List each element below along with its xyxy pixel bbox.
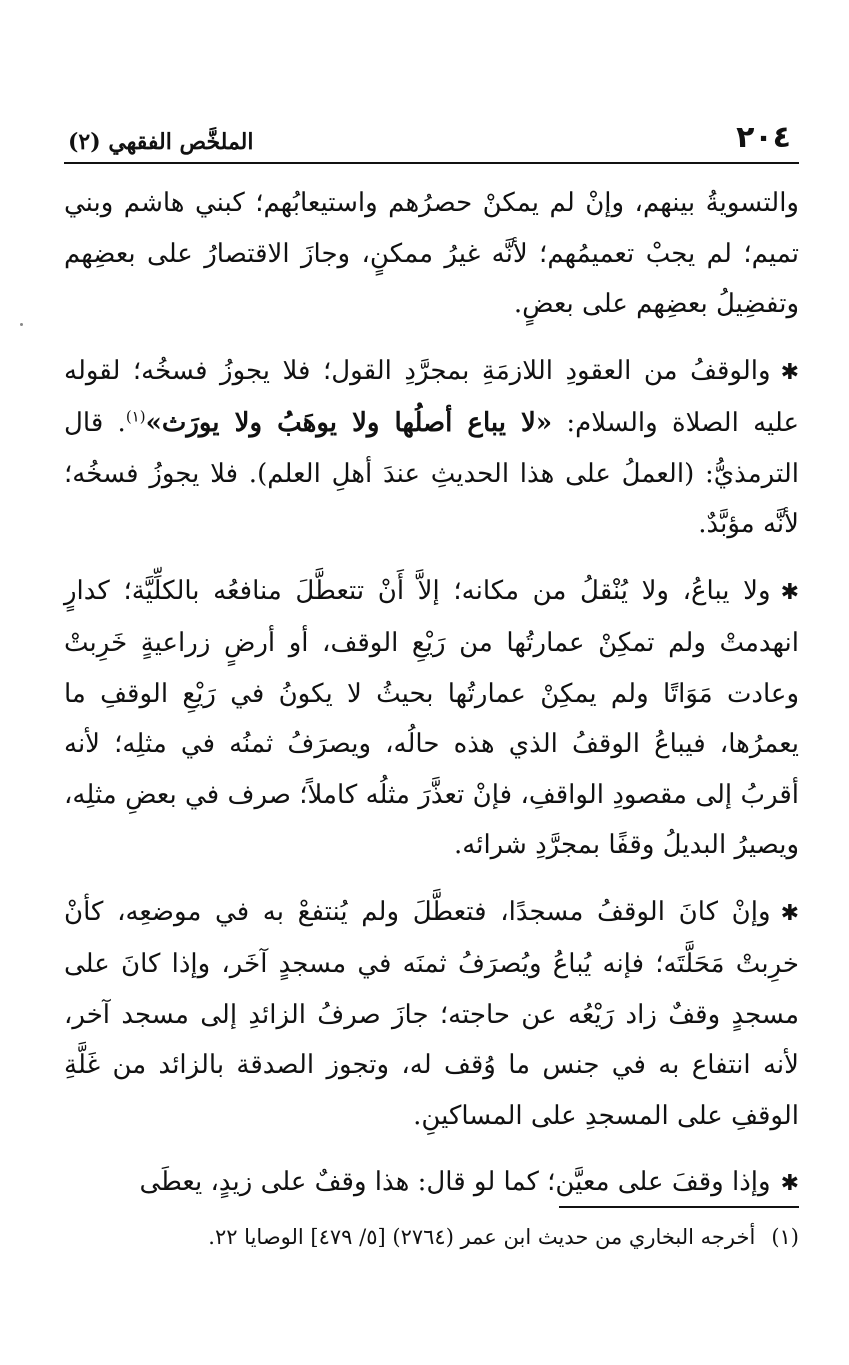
paragraph-5-text: وإذا وقفَ على معيَّن؛ كما لو قال: هذا وقفٌ على زيدٍ، يعطَى bbox=[139, 1167, 771, 1197]
scan-speck bbox=[20, 323, 23, 326]
book-page bbox=[64, 118, 799, 1268]
page-header bbox=[64, 118, 799, 164]
page-number: ٢٠٤ bbox=[736, 120, 791, 155]
footnote bbox=[64, 1220, 799, 1254]
paragraph-3 bbox=[64, 566, 799, 871]
footnote-number: (١) bbox=[771, 1225, 799, 1249]
bullet-star-icon: ✱ bbox=[780, 1171, 799, 1196]
paragraph-5 bbox=[64, 1157, 799, 1210]
paragraph-1: والتسويةُ بينهم، وإنْ لم يمكنْ حصرُهم واستيعابُهم؛ كبني هاشم وبني تميم؛ لم يجبْ تعميمُهم؛ لأنَّه غيرُ ممكنٍ، وجازَ الاقتصارُ على بعضِهم وتفضِيلُ بعضِهم على بعضٍ. bbox=[64, 188, 799, 319]
paragraph-3-text: ولا يباعُ، ولا يُنْقلُ من مكانه؛ إلاَّ أَنْ تتعطَّلَ منافعُه بالكلِّيَّة؛ كدارٍ انهدمتْ ولم تمكِنْ عمارتُها من رَيْعِ الوقف، أو أرضٍ زراعيةٍ خَرِبتْ وعادت مَوَاتًا ولم يمكِنْ عمارتُها بحيثُ لا يكونُ في رَيْعِ الوقفِ ما يعمرُها، فيباعُ الوقفُ الذي هذه حالُه، ويصرَفُ ثمنُه في مثلِه؛ لأنه أقربُ إلى مقصودِ الواقفِ، فإنْ تعذَّرَ مثلُه كاملاً؛ صرف في بعضِ مثلِه، ويصيرُ البديلُ وقفًا بمجرَّدِ شرائه. bbox=[64, 575, 799, 860]
bullet-star-icon: ✱ bbox=[780, 359, 799, 385]
paragraph-4-text: وإنْ كانَ الوقفُ مسجدًا، فتعطَّلَ ولم يُنتفعْ به في موضعِه، كأنْ خرِبتْ مَحَلَّتَه؛ فإنه يُباعُ ويُصرَفُ ثمنَه في مسجدٍ آخَر، وإذا كانَ على مسجدٍ وقفٌ زاد رَيْعُه عن حاجته؛ جازَ صرفُ الزائدِ إلى مسجد آخر، لأنه انتفاع به في جنس ما وُقف له، وتجوز الصدقة بالزائد من غَلَّةِ الوقفِ على المسجدِ على المساكينِ. bbox=[64, 896, 799, 1131]
footnote-reference[interactable]: (١) bbox=[125, 407, 146, 426]
footnote-divider bbox=[559, 1206, 799, 1208]
paragraph-4 bbox=[64, 887, 799, 1142]
bullet-star-icon: ✱ bbox=[780, 900, 799, 926]
book-title: الملخَّص الفقهي (٢) bbox=[68, 129, 254, 155]
paragraph-2-text-a: والوقفُ من العقودِ اللازمَةِ بمجرَّدِ القول؛ فلا يجوزُ فسخُه؛ لقوله عليه الصلاة والسلام: bbox=[64, 355, 800, 438]
bullet-star-icon: ✱ bbox=[780, 579, 799, 605]
hadith-quote: «لا يباع أصلُها ولا يوهَبُ ولا يورَث» bbox=[145, 408, 553, 438]
paragraph-2 bbox=[64, 346, 799, 550]
paragraph-2-text-b: . قال الترمذيُّ: (العملُ على هذا الحديثِ عندَ أهلِ العلم). فلا يجوزُ فسخُه؛ لأنَّه مؤبَّدٌ. bbox=[64, 408, 799, 539]
footnote-text: أخرجه البخاري من حديث ابن عمر (٢٧٦٤) [٥/ ٤٧٩] الوصايا ٢٢. bbox=[208, 1225, 756, 1249]
body-text bbox=[64, 178, 799, 1226]
